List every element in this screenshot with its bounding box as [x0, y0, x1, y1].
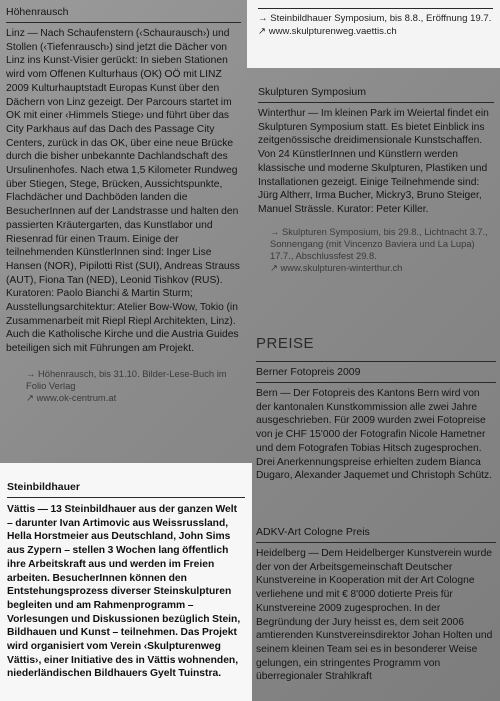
- section-heading: PREISE: [256, 335, 315, 352]
- article-info: [6, 368, 241, 405]
- event-dates: → Höhenrausch, bis 31.10. Bilder-Lese-Buch im Folio Verlag: [26, 367, 227, 392]
- article-body: Linz — Nach Schaufenstern (‹Schaurausch›) und Stollen (‹Tiefenrausch›) sind jetzt die Dächer von Linz ins Kunst-Visier gerückt: In sieben Stationen wird vom Offenen Kulturhaus (OK) OÖ mit LINZ 2009 Kulturhauptstadt Europas Kunst über den Dächern von Linz gezeigt. Der Parcours startet im OK mit einer ‹Himmels Stiege› und führt über das City Parkhaus auf das Dach des Passage City Centers, zurück in das OK, über eine neue Brücke durch die bisher unbekannte Dachlandschaft des Ursulinenhofes. Nach etwa 1,5 Kilometer Rundweg über Stiegen, Stege, Brücken, Aussichtspunkte, Flachdächer und Dachböden landen die BesucherInnen auf der Landstrasse und halten den passierten Kräutergarten, das Kunstlabor und Riesenrad für einen Traum. Einige der teilnehmenden KünstlerInnen sind: Inger Lise Hansen (NOR), Pipilotti Rist (SUI), Andreas Strauss (AUT), Fiona Tan (NED), Leonid Tishkov (RUS). Kuratoren: Paolo Bianchi & Martin Sturm; Ausstellungsarchitektur: Atelier Bow-Wow, Tokio (in Zusammenarbeit mit Riepl Riepl Architekten, Linz). Auch die Katholische Kirche und die Austria Guides beteiligen sich mit Führungen am Projekt.: [6, 28, 240, 355]
- article-title: Höhenrausch: [6, 6, 69, 18]
- article-title: ADKV-Art Cologne Preis: [256, 526, 370, 538]
- article-body: Vättis — 13 Steinbildhauer aus der ganzen Welt – darunter Ivan Artimovic aus Weissrussland, Hella Horstmeier aus Deutschland, John Sims aus Zypern – stellen 3 Wochen lang öffentlich ihre Arbeitskraft aus und werden im Freien arbeiten. BesucherInnen können den Entstehungsprozess diverser Steinskulpturen begleiten und am Rahmenprogramm – Vorlesungen und Diskussionen bezüglich Stein, Bildhauen und Kunst – teilnehmen. Das Projekt wird organisiert vom Verein ‹Skulpturenweg Vättis›, einer Initiative des in Vättis wohnenden, niederländischen Bildhauers Gyelt Tuinstra.: [7, 504, 241, 680]
- article-title: Berner Fotopreis 2009: [256, 366, 361, 378]
- article-adkv-preis: [256, 526, 496, 684]
- section-preise: [256, 335, 496, 353]
- article-title: Steinbildhauer: [7, 481, 80, 493]
- article-title: Skulpturen Symposium: [258, 86, 366, 98]
- article-hoehenrausch: [6, 6, 241, 404]
- article-body: Bern — Der Fotopreis des Kantons Bern wird von der kantonalen Kunstkommission alle zwei Jahre ausgeschrieben. Für 2009 wurden zwei Fotopreise von je CHF 15'000 der Fotografin Nicole Hametner und dem Fotografen Tobias Hitsch zugesprochen. Drei Anerkennungspreise erhielten zudem Bianca Dugaro, Alexander Jaquemet und Christoph Schütz.: [256, 388, 493, 482]
- article-info: [258, 12, 493, 38]
- divider: [256, 542, 496, 543]
- website-link[interactable]: ↗ www.ok-centrum.at: [26, 392, 117, 404]
- website-link[interactable]: ↗ www.skulpturen-winterthur.ch: [270, 262, 403, 274]
- divider: [6, 22, 241, 23]
- divider: [7, 497, 245, 498]
- divider: [258, 8, 493, 9]
- event-dates: → Steinbildhauer Symposium, bis 8.8., Eröffnung 19.7.: [258, 13, 492, 24]
- divider: [256, 382, 496, 383]
- article-berner-fotopreis: [256, 361, 496, 483]
- article-info-steinbildhauer: [258, 8, 493, 38]
- article-skulpturen-symposium: [258, 86, 494, 274]
- article-steinbildhauer: [7, 481, 245, 681]
- article-body: Heidelberg — Dem Heidelberger Kunstverein wurde der von der Arbeitsgemeinschaft Deutscher Kunstvereine in Kooperation mit der Art Cologne verliehene und mit € 8'000 dotierte Preis für Kunstvereine 2009 zugesprochen. In der Begründung der Jury heisst es, dem seit 2006 amtierenden Kunstvereinsdirektor Johan Holten und seinem kleinen Team sei es in besonderer Weise gelungen, ein stringentes Programm von überregionaler Strahlkraft: [256, 548, 493, 683]
- article-info: [258, 226, 494, 275]
- divider: [256, 361, 496, 362]
- article-body: Winterthur — Im kleinen Park im Weiertal findet ein Skulpturen Symposium statt. Es bietet Einblick ins zeitgenössische dreidimensionale Kunstschaffen. Von 24 KünstlerInnen und Künstlern werden klassische und moderne Skulpturen, Plastiken und Installationen gezeigt. Einige Teilnehmende sind: Jürg Altherr, Irma Bucher, Mickry3, Bruno Steiger, Manuel Strässle. Kurator: Peter Killer.: [258, 108, 489, 215]
- divider: [258, 102, 494, 103]
- event-dates: → Skulpturen Symposium, bis 29.8., Lichtnacht 3.7., Sonnengang (mit Vincenzo Baviera und La Lupa) 17.7., Abschlussfest 29.8.: [270, 225, 488, 262]
- website-link[interactable]: ↗ www.skulpturenweg.vaettis.ch: [258, 26, 397, 37]
